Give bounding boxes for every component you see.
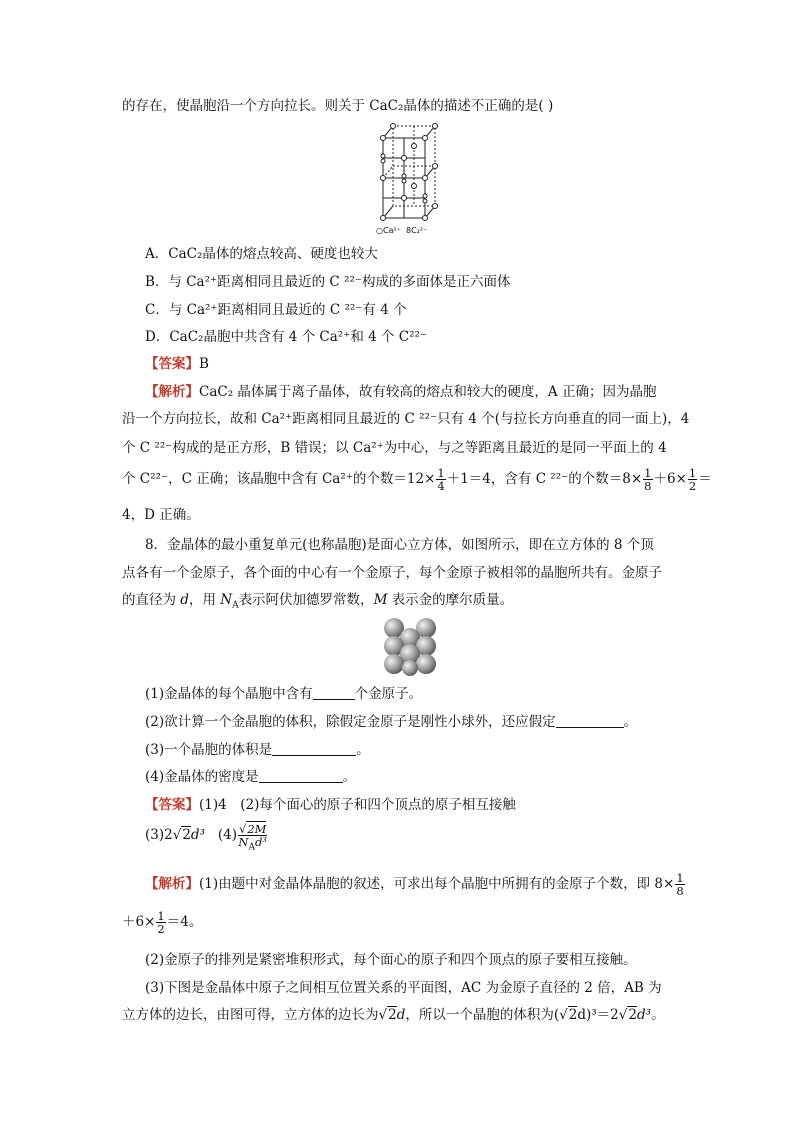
answer-2-line-1 [145, 795, 705, 815]
text-seg: 。 [342, 769, 357, 785]
analysis-1-line-1 [145, 382, 705, 402]
answer-tag: 【答案】 [145, 797, 199, 813]
analysis-2-line-4: (3)下图是金晶体中原子之间相互位置关系的平面图，AC 为金原子直径的 2 倍，AB 为 [145, 980, 662, 996]
frac-den: 8 [644, 479, 652, 493]
q8-line-3 [122, 590, 682, 610]
sqrt-icon: √ [378, 1007, 388, 1023]
fraction-1-4 [436, 467, 445, 492]
frac-num: 1 [644, 466, 652, 480]
frac-den [238, 835, 267, 853]
answer-1 [145, 354, 705, 374]
frac-num: 1 [437, 466, 445, 480]
var-d: d [180, 592, 189, 608]
density-fraction [238, 822, 267, 853]
text-seg: (4)金晶体的密度是 [145, 769, 259, 785]
text-seg: 的直径为 [122, 592, 181, 608]
text-seg: (1)金晶体的每个晶胞中含有 [145, 686, 313, 702]
analysis-tag: 【解析】 [145, 384, 199, 400]
text-seg: (4) [217, 827, 237, 843]
var-d3: d³。 [636, 1007, 665, 1023]
text-seg: ＋6× [122, 914, 156, 930]
subq-2 [145, 712, 705, 732]
sqrt-icon: √ [618, 1007, 628, 1023]
frac-num: 1 [688, 466, 697, 480]
analysis-2-line-1 [145, 872, 705, 897]
answer-blank-4[interactable] [259, 768, 343, 783]
option-d: D．CaC₂晶胞中共含有 4 个 Ca²⁺和 4 个 C²²⁻ [145, 329, 428, 345]
analysis-2-line-5 [122, 1005, 682, 1025]
c2-legend-icon: 8 [406, 226, 412, 235]
var-n: N [238, 835, 249, 849]
sqrt-radicand: 2 [628, 1007, 637, 1023]
subq-4 [145, 767, 705, 787]
var-n-sub: A [232, 600, 239, 611]
text-seg: ＋1＝4，含有 C ²²⁻的个数＝8× [446, 471, 643, 487]
text-seg: 立方体的边长，由图可得，立方体的边长为 [122, 1007, 379, 1023]
var-d3: d³ [190, 827, 205, 843]
option-b: B．与 Ca²⁺距离相同且最近的 C ²²⁻构成的多面体是正六面体 [145, 274, 511, 290]
text-seg: 个金原子。 [354, 686, 423, 702]
subq-3 [145, 740, 705, 760]
answer-blank-3[interactable] [272, 741, 356, 756]
figure-legend [376, 226, 427, 235]
q8-line-1: 8．金晶体的最小重复单元(也称晶胞)是面心立方体，如图所示，即在立方体的 8 个顶 [145, 537, 654, 553]
text-seg: 表示阿伏加德罗常数， [238, 592, 374, 608]
sqrt-icon: √ [172, 827, 182, 843]
fraction-1-2 [156, 910, 165, 935]
analysis-tag: 【解析】 [145, 876, 199, 892]
question-intro: 的存在，使晶胞沿一个方向拉长。则关于 CaC₂晶体的描述不正确的是( ) [122, 98, 554, 114]
answer-text: (1)4 (2)每个面心的原子和四个顶点的原子相互接触 [199, 797, 516, 813]
frac-den: 2 [157, 922, 165, 936]
gold-cell-figure [380, 616, 440, 676]
text-seg: (1)由题中对金晶体晶胞的叙述，可求出每个晶胞中所拥有的金原子个数，即 8× [199, 876, 675, 892]
frac-den: 4 [437, 479, 445, 493]
var-n: N [220, 592, 233, 608]
analysis-text: CaC₂ 晶体属于离子晶体，故有较高的熔点和较大的硬度，A 正确；因为晶胞 [199, 384, 657, 400]
var-n-sub: A [248, 842, 255, 853]
c2-legend-label: C₂²⁻ [411, 226, 428, 235]
text-seg: ，所以一个晶胞的体积为( [405, 1007, 560, 1023]
text-seg: 。 [623, 714, 638, 730]
text-seg: 。 [356, 742, 370, 758]
sqrt-icon: √ [559, 1007, 568, 1023]
analysis-1-line-3: 个 C ²²⁻构成的是正方形，B 错误；以 Ca²⁺为中心，与之等距离且最近的是同一平面上的 4 [122, 440, 667, 456]
text-seg: ＝ [698, 471, 712, 487]
sqrt-icon: √ [238, 822, 247, 836]
sqrt-radicand: 2 [568, 1007, 578, 1023]
answer-tag: 【答案】 [145, 356, 199, 372]
analysis-1-line-2: 沿一个方向拉长，故和 Ca²⁺距离相同且最近的 C ²²⁻只有 4 个(与拉长方向垂直的同一面上)，4 [122, 411, 690, 427]
var-d: d [396, 1007, 406, 1023]
analysis-2-line-2 [122, 910, 682, 935]
option-a: A．CaC₂晶体的熔点较高、硬度也较大 [145, 246, 378, 262]
var-d3: d³ [254, 835, 267, 849]
analysis-1-line-4 [122, 466, 712, 493]
text-seg: d)³＝2 [577, 1007, 619, 1023]
ca-legend-icon: ○ [376, 226, 383, 235]
sqrt-radicand: 2 [388, 1007, 397, 1023]
analysis-2-line-3: (2)金原子的排列是紧密堆积形式，每个面心的原子和四个顶点的原子要相互接触。 [145, 952, 637, 968]
option-c: C．与 Ca²⁺距离相同且最近的 C ²²⁻有 4 个 [145, 302, 407, 318]
fraction-1-8 [643, 467, 652, 492]
answer-blank-2[interactable] [556, 713, 624, 728]
text-seg: ，用 [188, 592, 221, 608]
subq-1 [145, 684, 705, 704]
answer-value: B [199, 356, 209, 372]
frac-num: 1 [157, 909, 165, 923]
text-seg: 表示金的摩尔质量。 [387, 592, 514, 608]
frac-den: 8 [676, 884, 684, 898]
sqrt-radicand: 2 [182, 827, 191, 843]
answer-2-line-2 [145, 823, 705, 859]
fraction-1-2 [688, 467, 697, 492]
text-seg: ＝4。 [166, 914, 203, 930]
fraction-1-8 [675, 872, 684, 897]
text-seg: (3)2 [145, 827, 173, 843]
frac-num: 1 [676, 871, 684, 885]
text-seg: (2)欲计算一个金晶胞的体积，除假定金原子是刚性小球外，还应假定 [145, 714, 556, 730]
sqrt-radicand: 2M [247, 822, 267, 836]
text-seg: (3)一个晶胞的体积是 [145, 742, 273, 758]
cac2-cell-figure [375, 120, 445, 238]
ca-legend-label: Ca²⁺ [382, 226, 401, 235]
answer-blank-1[interactable] [313, 685, 355, 700]
q8-line-2: 点各有一个金原子，各个面的中心有一个金原子，每个金原子被相邻的晶胞所共有。金原子 [122, 565, 662, 581]
var-m: M [373, 592, 388, 608]
analysis-1-line-5: 4，D 正确。 [122, 507, 200, 523]
text-seg: ＋6× [653, 471, 687, 487]
frac-den: 2 [688, 479, 697, 493]
text-seg: 个 C²²⁻，C 正确；该晶胞中含有 Ca²⁺的个数＝12× [122, 471, 436, 487]
